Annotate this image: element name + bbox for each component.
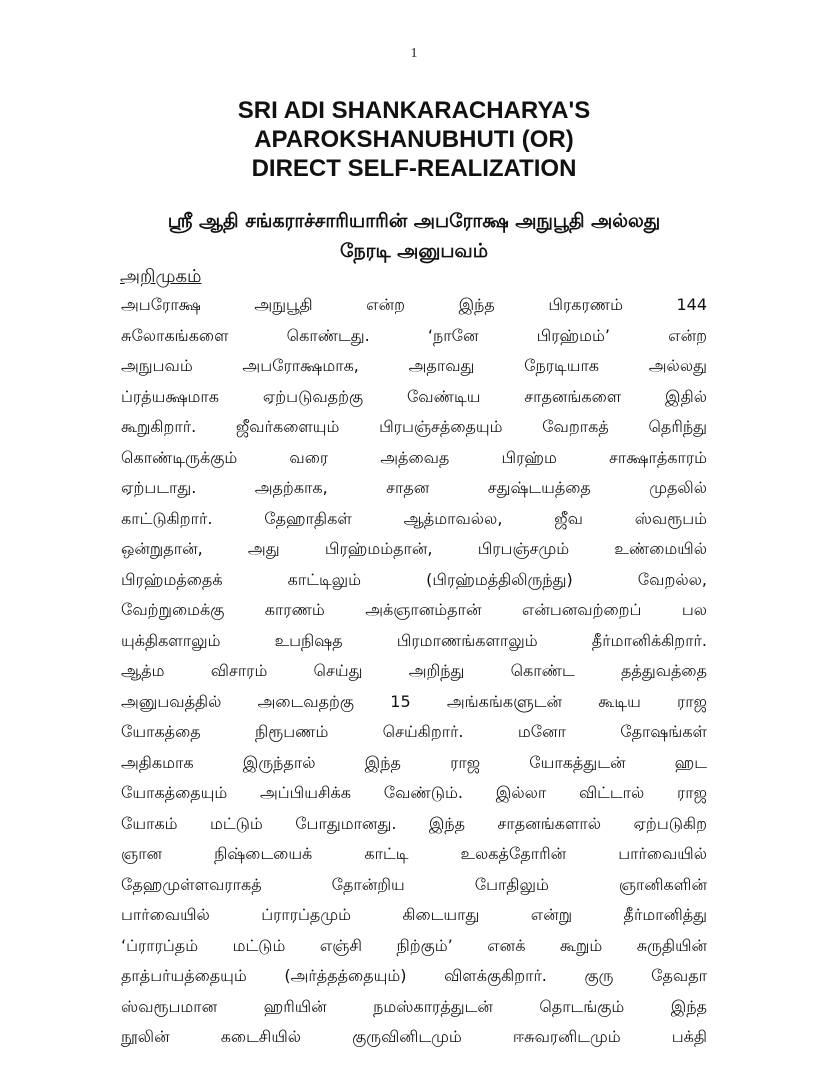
body-line: அநுபவம் அபரோக்ஷமாக, அதாவது நேரடியாக அல்லது [121, 356, 707, 375]
tamil-title [0, 206, 828, 266]
body-line: அபரோக்ஷ அநுபூதி என்ற இந்த பிரகரணம் 144 [121, 295, 707, 314]
body-line: சுலோகங்களை கொண்டது. ‘நானே பிரஹ்மம்’ என்ற [121, 325, 707, 345]
body-line: அனுபவத்தில் அடைவதற்கு 15 அங்கங்களுடன் கூடிய ராஜ [121, 691, 707, 711]
body-line: ஆத்ம விசாரம் செய்து அறிந்து கொண்ட தத்துவத்தை [121, 661, 707, 680]
body-line: ‘ப்ராரப்தம் மட்டும் எஞ்சி நிற்கும்’ எனக் கூறும் சுருதியின் [121, 935, 707, 955]
body-text [121, 290, 707, 1053]
tamil-title-line: ஸ்ரீ ஆதி சங்கராச்சாரியாரின் அபரோக்ஷ அநுபூதி அல்லது [167, 210, 661, 232]
body-line: ஏற்படாது. அதற்காக, சாதன சதுஷ்டயத்தை முதலில் [121, 478, 707, 497]
page-number: 1 [410, 46, 418, 61]
body-line: பார்வையில் ப்ராரப்தமும் கிடையாது என்று தீர்மானித்து [121, 905, 707, 924]
body-line: அதிகமாக இருந்தால் இந்த ராஜ யோகத்துடன் ஹட [121, 752, 707, 772]
title-line: APAROKSHANUBHUTI (OR) [254, 126, 574, 153]
body-line: யோகத்தை நிரூபணம் செய்கிறார். மனோ தோஷங்கள் [121, 722, 707, 741]
title-line: DIRECT SELF-REALIZATION [251, 155, 577, 182]
title-line: SRI ADI SHANKARACHARYA'S [237, 97, 591, 124]
body-line: ஸ்வரூபமான ஹரியின் நமஸ்காரத்துடன் தொடங்கும் இந்த [121, 996, 707, 1016]
body-line: கொண்டிருக்கும் வரை அத்வைத பிரஹ்ம சாக்ஷாத்காரம் [121, 447, 707, 467]
body-line: ப்ரத்யக்ஷமாக ஏற்படுவதற்கு வேண்டிய சாதனங்களை இதில் [121, 386, 707, 406]
body-line: தேஹமுள்ளவராகத் தோன்றிய போதிலும் ஞானிகளின் [121, 874, 707, 894]
body-line: பிரஹ்மத்தைக் காட்டிலும் (பிரஹ்மத்திலிருந்து) வேறல்ல, [121, 569, 707, 589]
body-line: காட்டுகிறார். தேஹாதிகள் ஆத்மாவல்ல, ஜீவ ஸ்வரூபம் [121, 508, 707, 528]
body-line: நூலின் கடைசியில் குருவினிடமும் ஈசுவரனிடமும் பக்தி [121, 1027, 707, 1046]
body-line: யோகத்தையும் அப்பியசிக்க வேண்டும். இல்லா விட்டால் ராஜ [121, 783, 707, 802]
body-line: கூறுகிறார். ஜீவர்களையும் பிரபஞ்சத்தையும் வேறாகத் தெரிந்து [121, 417, 707, 436]
body-line: வேற்றுமைக்கு காரணம் அக்ஞானம்தான் என்பனவற்றைப் பல [121, 600, 707, 619]
document-title [0, 96, 828, 183]
section-heading: அறிமுகம் [120, 266, 202, 287]
body-line: யுக்திகளாலும் உபநிஷத பிரமாணங்களாலும் தீர்மானிக்கிறார். [121, 630, 707, 650]
body-line: ஞான நிஷ்டையைக் காட்டி உலகத்தோரின் பார்வையில் [121, 844, 707, 863]
tamil-title-line: நேரடி அனுபவம் [339, 240, 488, 262]
body-line: ஒன்றுதான், அது பிரஹ்மம்தான், பிரபஞ்சமும் உண்மையில் [121, 539, 707, 558]
body-line: யோகம் மட்டும் போதுமானது. இந்த சாதனங்களால் ஏற்படுகிற [121, 813, 707, 833]
body-line: தாத்பர்யத்தையும் (அர்த்தத்தையும்) விளக்குகிறார். குரு தேவதா [121, 966, 707, 985]
